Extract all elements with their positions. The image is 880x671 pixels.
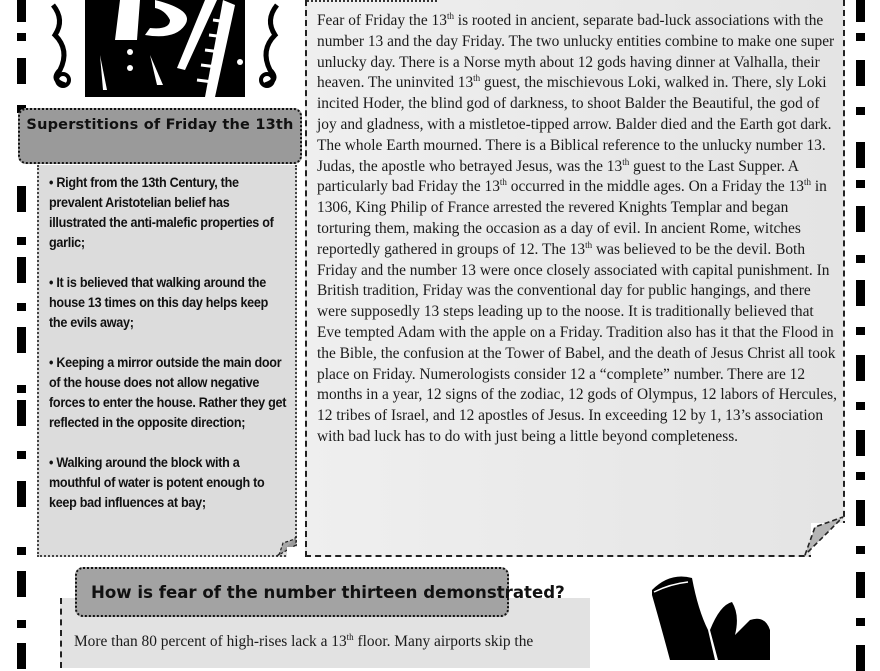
superstition-item: • Keeping a mirror outside the main door of the house does not allow negative forces to enter the house. Rather they get reflected in the opposite direction; xyxy=(49,355,287,430)
fear-section-title-banner xyxy=(75,567,565,617)
page-curl-icon xyxy=(803,515,845,557)
left-decorative-border xyxy=(17,0,27,660)
page-curl-icon xyxy=(275,535,297,557)
fear-section-title: How is fear of the number thirteen demonstrated? xyxy=(91,583,565,602)
number-13-illustration xyxy=(45,0,285,100)
superstitions-title: Superstitions of Friday the 13th xyxy=(26,117,294,133)
shoe-illustration xyxy=(640,570,770,660)
superstitions-box xyxy=(37,165,297,557)
superstitions-title-banner xyxy=(18,108,302,164)
right-decorative-border xyxy=(856,0,866,660)
fear-paragraph: More than 80 percent of high-rises lack a 13th floor. Many airports skip the xyxy=(74,631,534,650)
superstitions-list xyxy=(39,165,295,513)
superstition-item: • Walking around the block with a mouthful of water is potent enough to keep bad influences at bay; xyxy=(49,455,265,510)
history-paragraph: Fear of Friday the 13th is rooted in ancient, separate bad-luck associations with the number 13 and the day Friday. The two unlucky entities combine to make one super unlucky day. There is a Norse myth about 12 gods having dinner at Valhalla, their heaven. The uninvited 13th guest, the mischievous Loki, walked in. There, sly Loki incited Hoder, the blind god of darkness, to shoot Balder the Beautiful, the god of joy and gladness, with a mistletoe-tipped arrow. Balder died and the Earth got dark. The whole Earth mourned. There is a Biblical reference to the unlucky number 13. Judas, the apostle who betrayed Jesus, was the 13th guest to the Last Supper. A particularly bad Friday the 13th occurred in the middle ages. On a Friday the 13th in 1306, King Philip of France arrested the revered Knights Templar and began torturing them, making the occasion as a day of evil. In ancient Rome, witches reportedly gathered in groups of 12. The 13th was believed to be the devil. Both Friday and the number 13 were once closely associated with capital punishment. In British tradition, Friday was the conventional day for public hangings, and there were supposedly 13 steps leading up to the noose. It is traditionally believed that Eve tempted Adam with the apple on a Friday. Tradition also has it that the Flood in the Bible, the confusion at the Tower of Babel, and the death of Jesus Christ all took place on Friday. Numerologists consider 12 a “complete” number. There are 12 months in a year, 12 signs of the zodiac, 12 gods of Olympus, 12 labors of Hercules, 12 tribes of Israel, and 12 apostles of Jesus. In exceeding 12 by 1, 13’s association with bad luck has to do with just being a little beyond completeness. xyxy=(317,10,838,445)
superstition-item: • It is believed that walking around the house 13 times on this day helps keep the evils away; xyxy=(49,275,269,330)
history-text-box xyxy=(305,0,845,557)
superstition-item: • Right from the 13th Century, the prevalent Aristotelian belief has illustrated the anti-malefic properties of garlic; xyxy=(49,175,274,250)
